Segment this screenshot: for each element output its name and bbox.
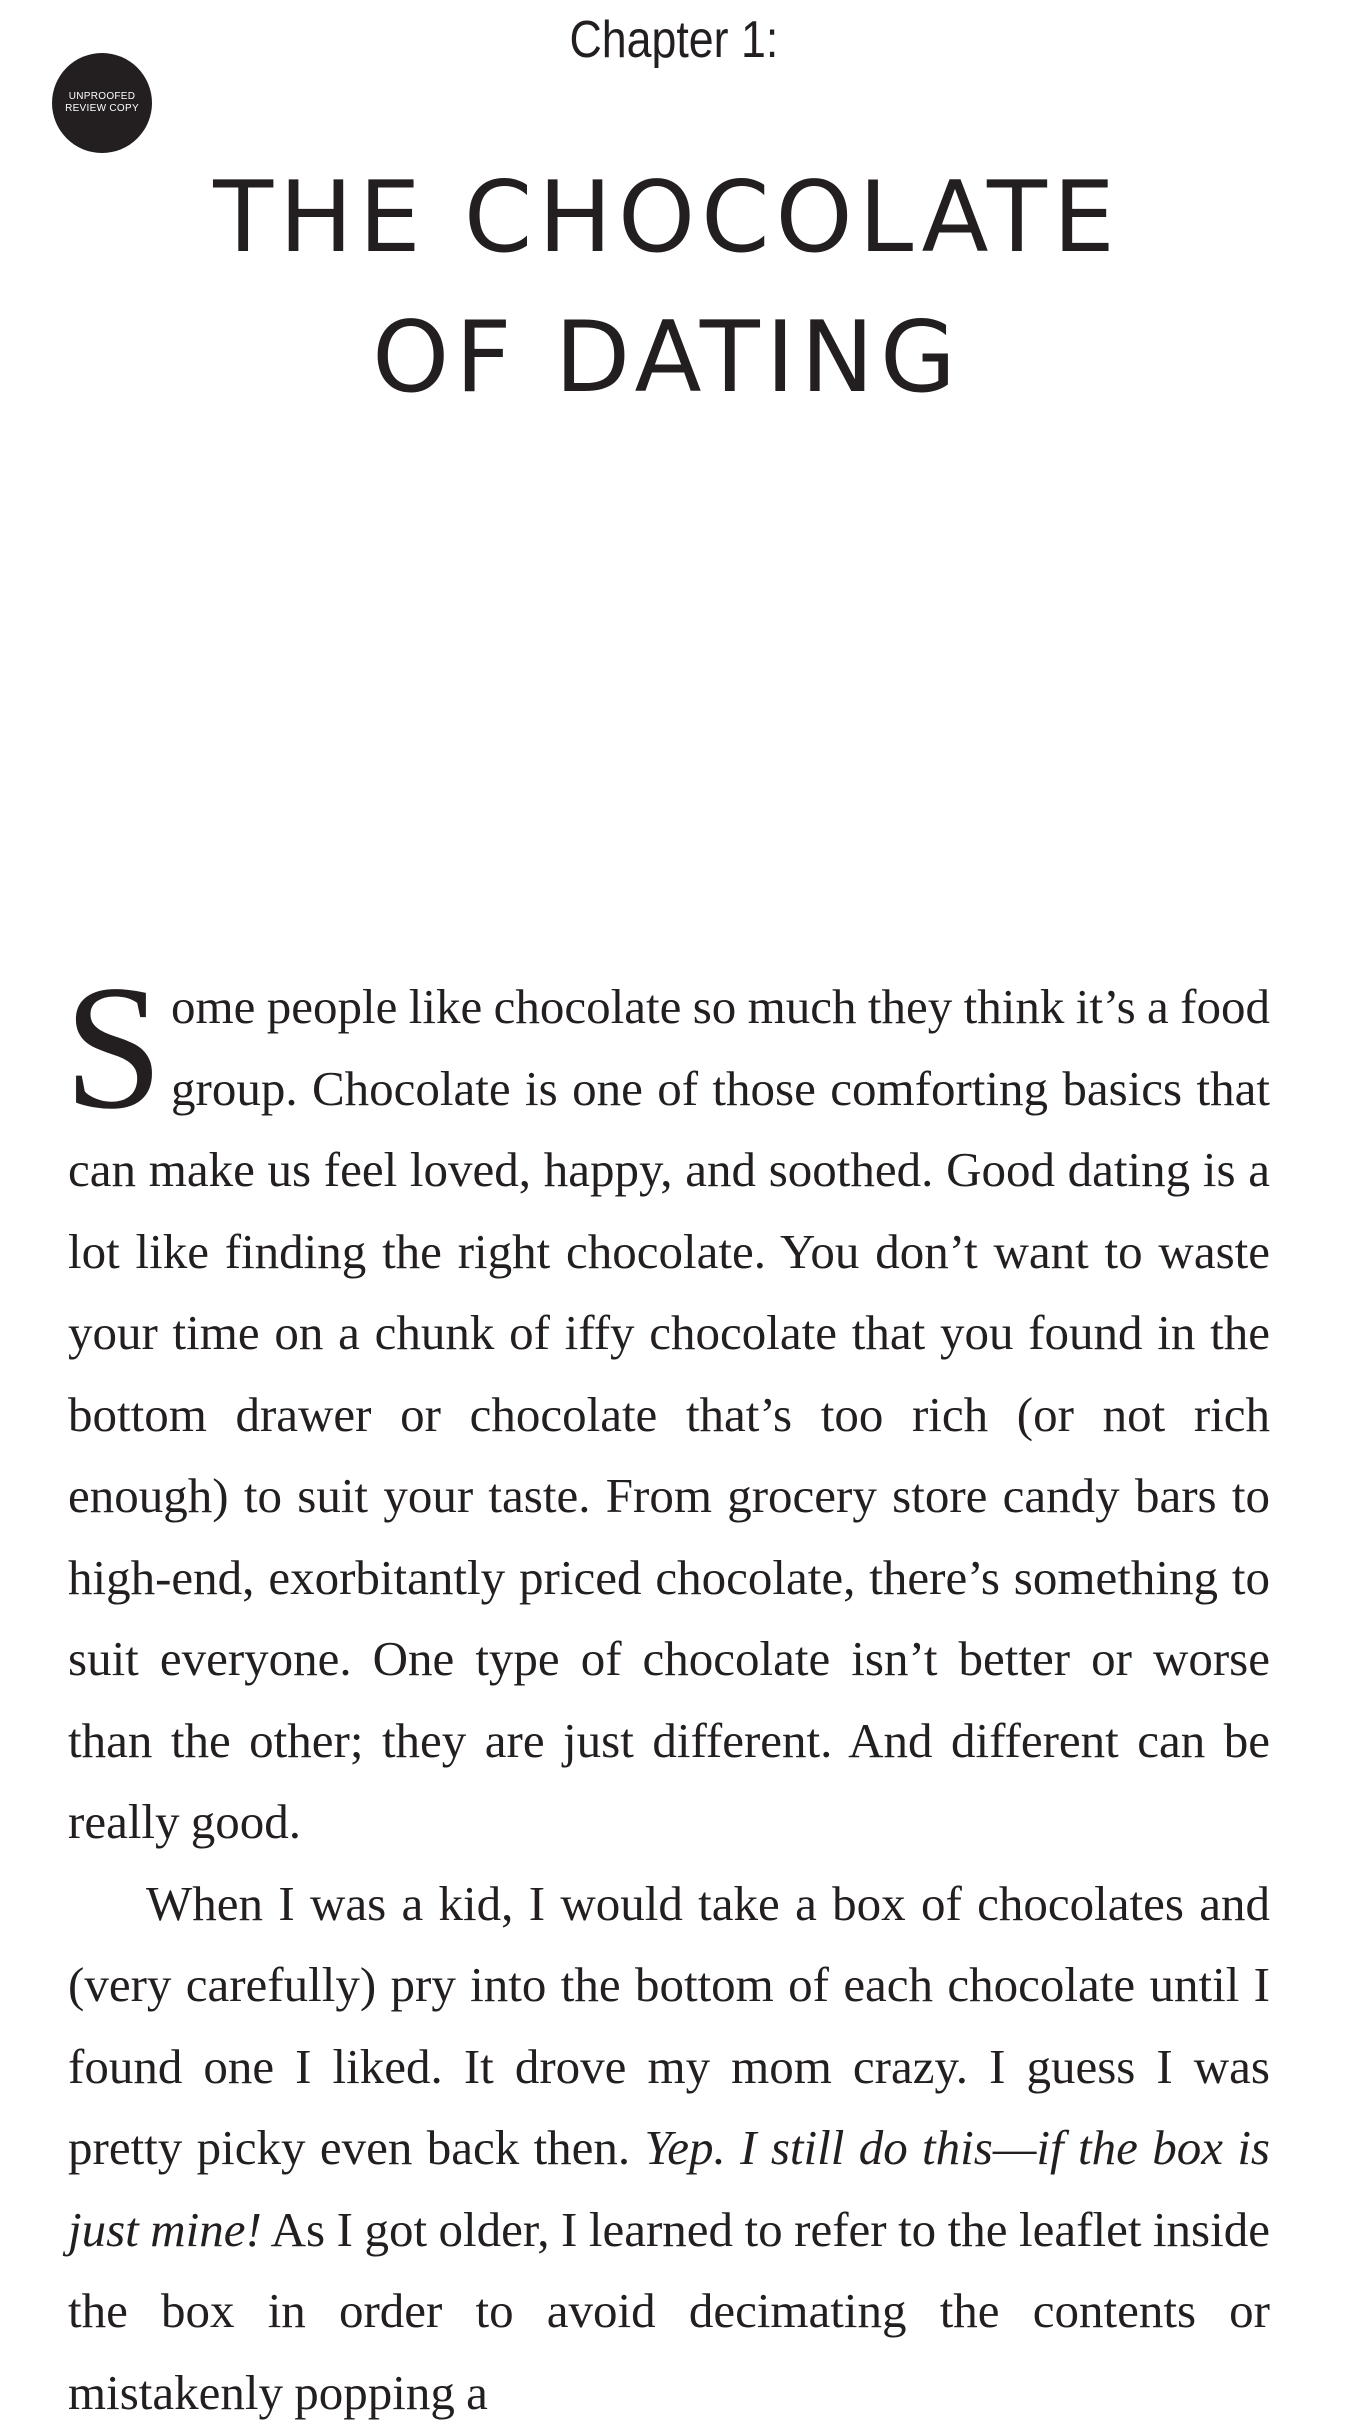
paragraph-2 bbox=[68, 1863, 1270, 2433]
chapter-title-line-2: OF DATING bbox=[0, 288, 1350, 428]
paragraph-2-aside: Yep. I still do this—if the box is just mine! bbox=[68, 2120, 1270, 2257]
stamp-line-2: REVIEW COPY bbox=[65, 103, 139, 115]
stamp-line-1: UNPROOFED bbox=[69, 91, 136, 103]
paragraph-1 bbox=[68, 966, 1270, 1863]
chapter-title bbox=[0, 148, 1350, 428]
paragraph-1-text: ome people like chocolate so much they think it’s a food group. Chocolate is one of those comforting basics that can make us feel loved, happy, and soothed. Good dating is a lot like finding the right chocolate. You don’t want to waste your time on a chunk of iffy chocolate that you found in the bottom drawer or chocolate that’s too rich (or not rich enough) to suit your taste. From grocery store candy bars to high-end, exorbitantly priced chocolate, there’s something to suit everyone. One type of chocolate isn’t better or worse than the other; they are just different. And different can be really good. bbox=[68, 979, 1270, 1849]
chapter-title-line-1: THE CHOCOLATE bbox=[0, 148, 1350, 288]
paragraph-2-text-b: As I got older, I learned to refer to the leaflet inside the box in order to avoid decimating the contents or mistakenly popping a bbox=[68, 2202, 1270, 2420]
paragraph-2-text-a: When I was a kid, I would take a box of chocolates and (very carefully) pry into the bottom of each chocolate until I found one I liked. It drove my mom crazy. I guess I was pretty picky even back then. bbox=[68, 1876, 1270, 2176]
drop-cap: S bbox=[64, 978, 163, 1116]
chapter-label: Chapter 1: bbox=[93, 8, 1254, 72]
chapter-body bbox=[68, 966, 1270, 2433]
